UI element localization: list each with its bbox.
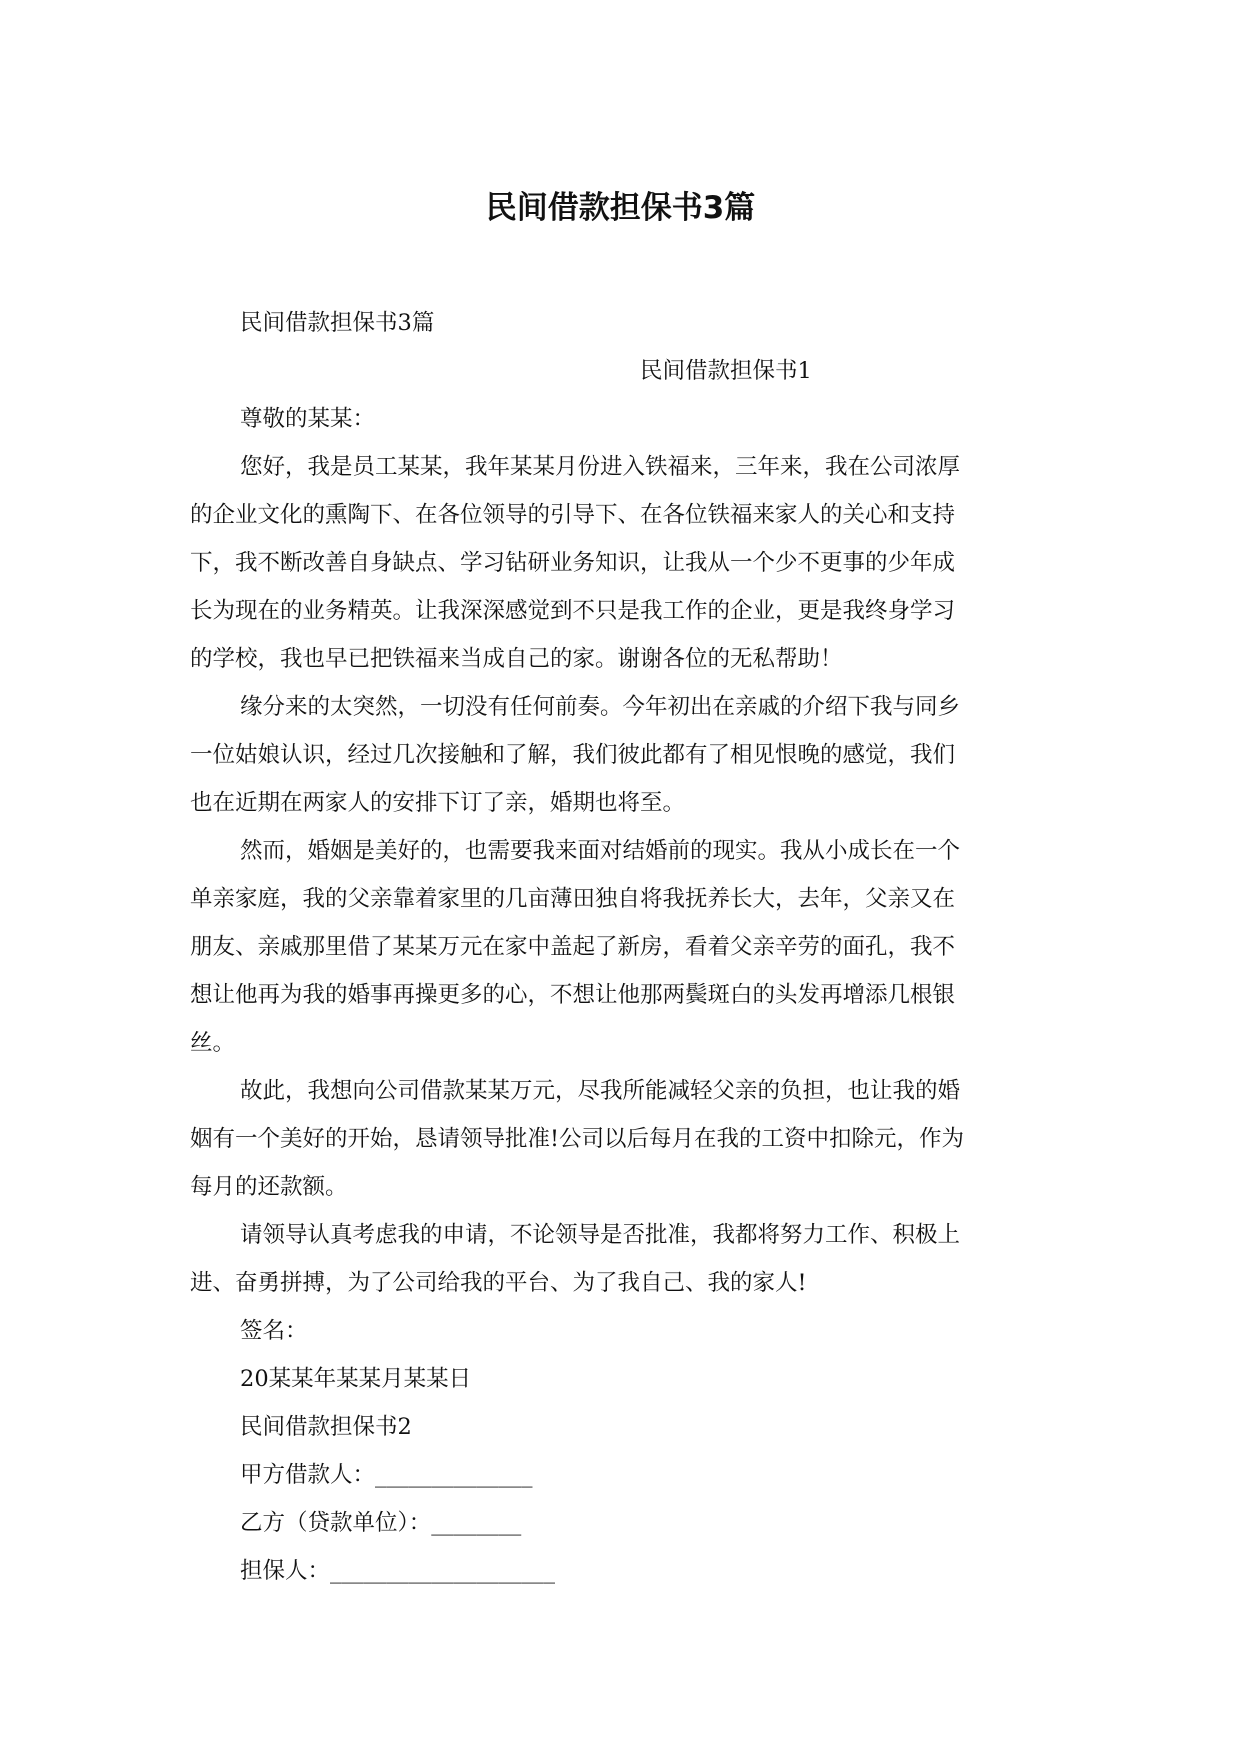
paragraph-line: 想让他再为我的婚事再操更多的心，不想让他那两鬓斑白的头发再增添几根银 — [190, 982, 956, 1008]
paragraph-line: 的企业文化的熏陶下、在各位领导的引导下、在各位铁福来家人的关心和支持 — [190, 502, 956, 528]
paragraph-line: 长为现在的业务精英。让我深深感觉到不只是我工作的企业，更是我终身学习 — [190, 598, 956, 624]
salutation: 尊敬的某某： — [240, 406, 376, 432]
paragraph-line: 下，我不断改善自身缺点、学习钻研业务知识，让我从一个少不更事的少年成 — [190, 550, 956, 576]
paragraph-line: 您好，我是员工某某，我年某某月份进入铁福来，三年来，我在公司浓厚 — [240, 454, 961, 480]
paragraph-line: 丝。 — [190, 1030, 236, 1056]
date-line: 20某某年某某月某某日 — [240, 1366, 472, 1392]
paragraph-line: 每月的还款额。 — [190, 1174, 348, 1200]
party-b-line: 乙方（贷款单位）：________ — [240, 1510, 522, 1536]
guarantor-line: 担保人：____________________ — [240, 1558, 556, 1584]
paragraph-line: 也在近期在两家人的安排下订了亲，婚期也将至。 — [190, 790, 686, 816]
paragraph-line: 请领导认真考虑我的申请，不论领导是否批准，我都将努力工作、积极上 — [240, 1222, 961, 1248]
section1-heading: 民间借款担保书1 — [640, 358, 812, 384]
paragraph-line: 缘分来的太突然，一切没有任何前奏。今年初出在亲戚的介绍下我与同乡 — [240, 694, 961, 720]
document-title: 民间借款担保书3篇 — [485, 190, 756, 226]
section2-heading: 民间借款担保书2 — [240, 1414, 412, 1440]
signature-label: 签名： — [240, 1318, 308, 1344]
paragraph-line: 单亲家庭，我的父亲靠着家里的几亩薄田独自将我抚养长大，去年，父亲又在 — [190, 886, 956, 912]
paragraph-line: 一位姑娘认识，经过几次接触和了解，我们彼此都有了相见恨晚的感觉，我们 — [190, 742, 956, 768]
document-subtitle: 民间借款担保书3篇 — [240, 310, 435, 336]
document-body — [190, 299, 1052, 1595]
paragraph-line: 的学校，我也早已把铁福来当成自己的家。谢谢各位的无私帮助！ — [190, 646, 843, 672]
paragraph-line: 然而，婚姻是美好的，也需要我来面对结婚前的现实。我从小成长在一个 — [240, 838, 961, 864]
party-a-line: 甲方借款人：______________ — [240, 1462, 533, 1488]
paragraph-line: 进、奋勇拼搏，为了公司给我的平台、为了我自己、我的家人! — [190, 1270, 807, 1296]
paragraph-line: 故此，我想向公司借款某某万元，尽我所能减轻父亲的负担，也让我的婚 — [240, 1078, 961, 1104]
paragraph-line: 姻有一个美好的开始，恳请领导批准!公司以后每月在我的工资中扣除元，作为 — [190, 1126, 965, 1152]
paragraph-line: 朋友、亲戚那里借了某某万元在家中盖起了新房，看着父亲辛劳的面孔，我不 — [190, 934, 956, 960]
